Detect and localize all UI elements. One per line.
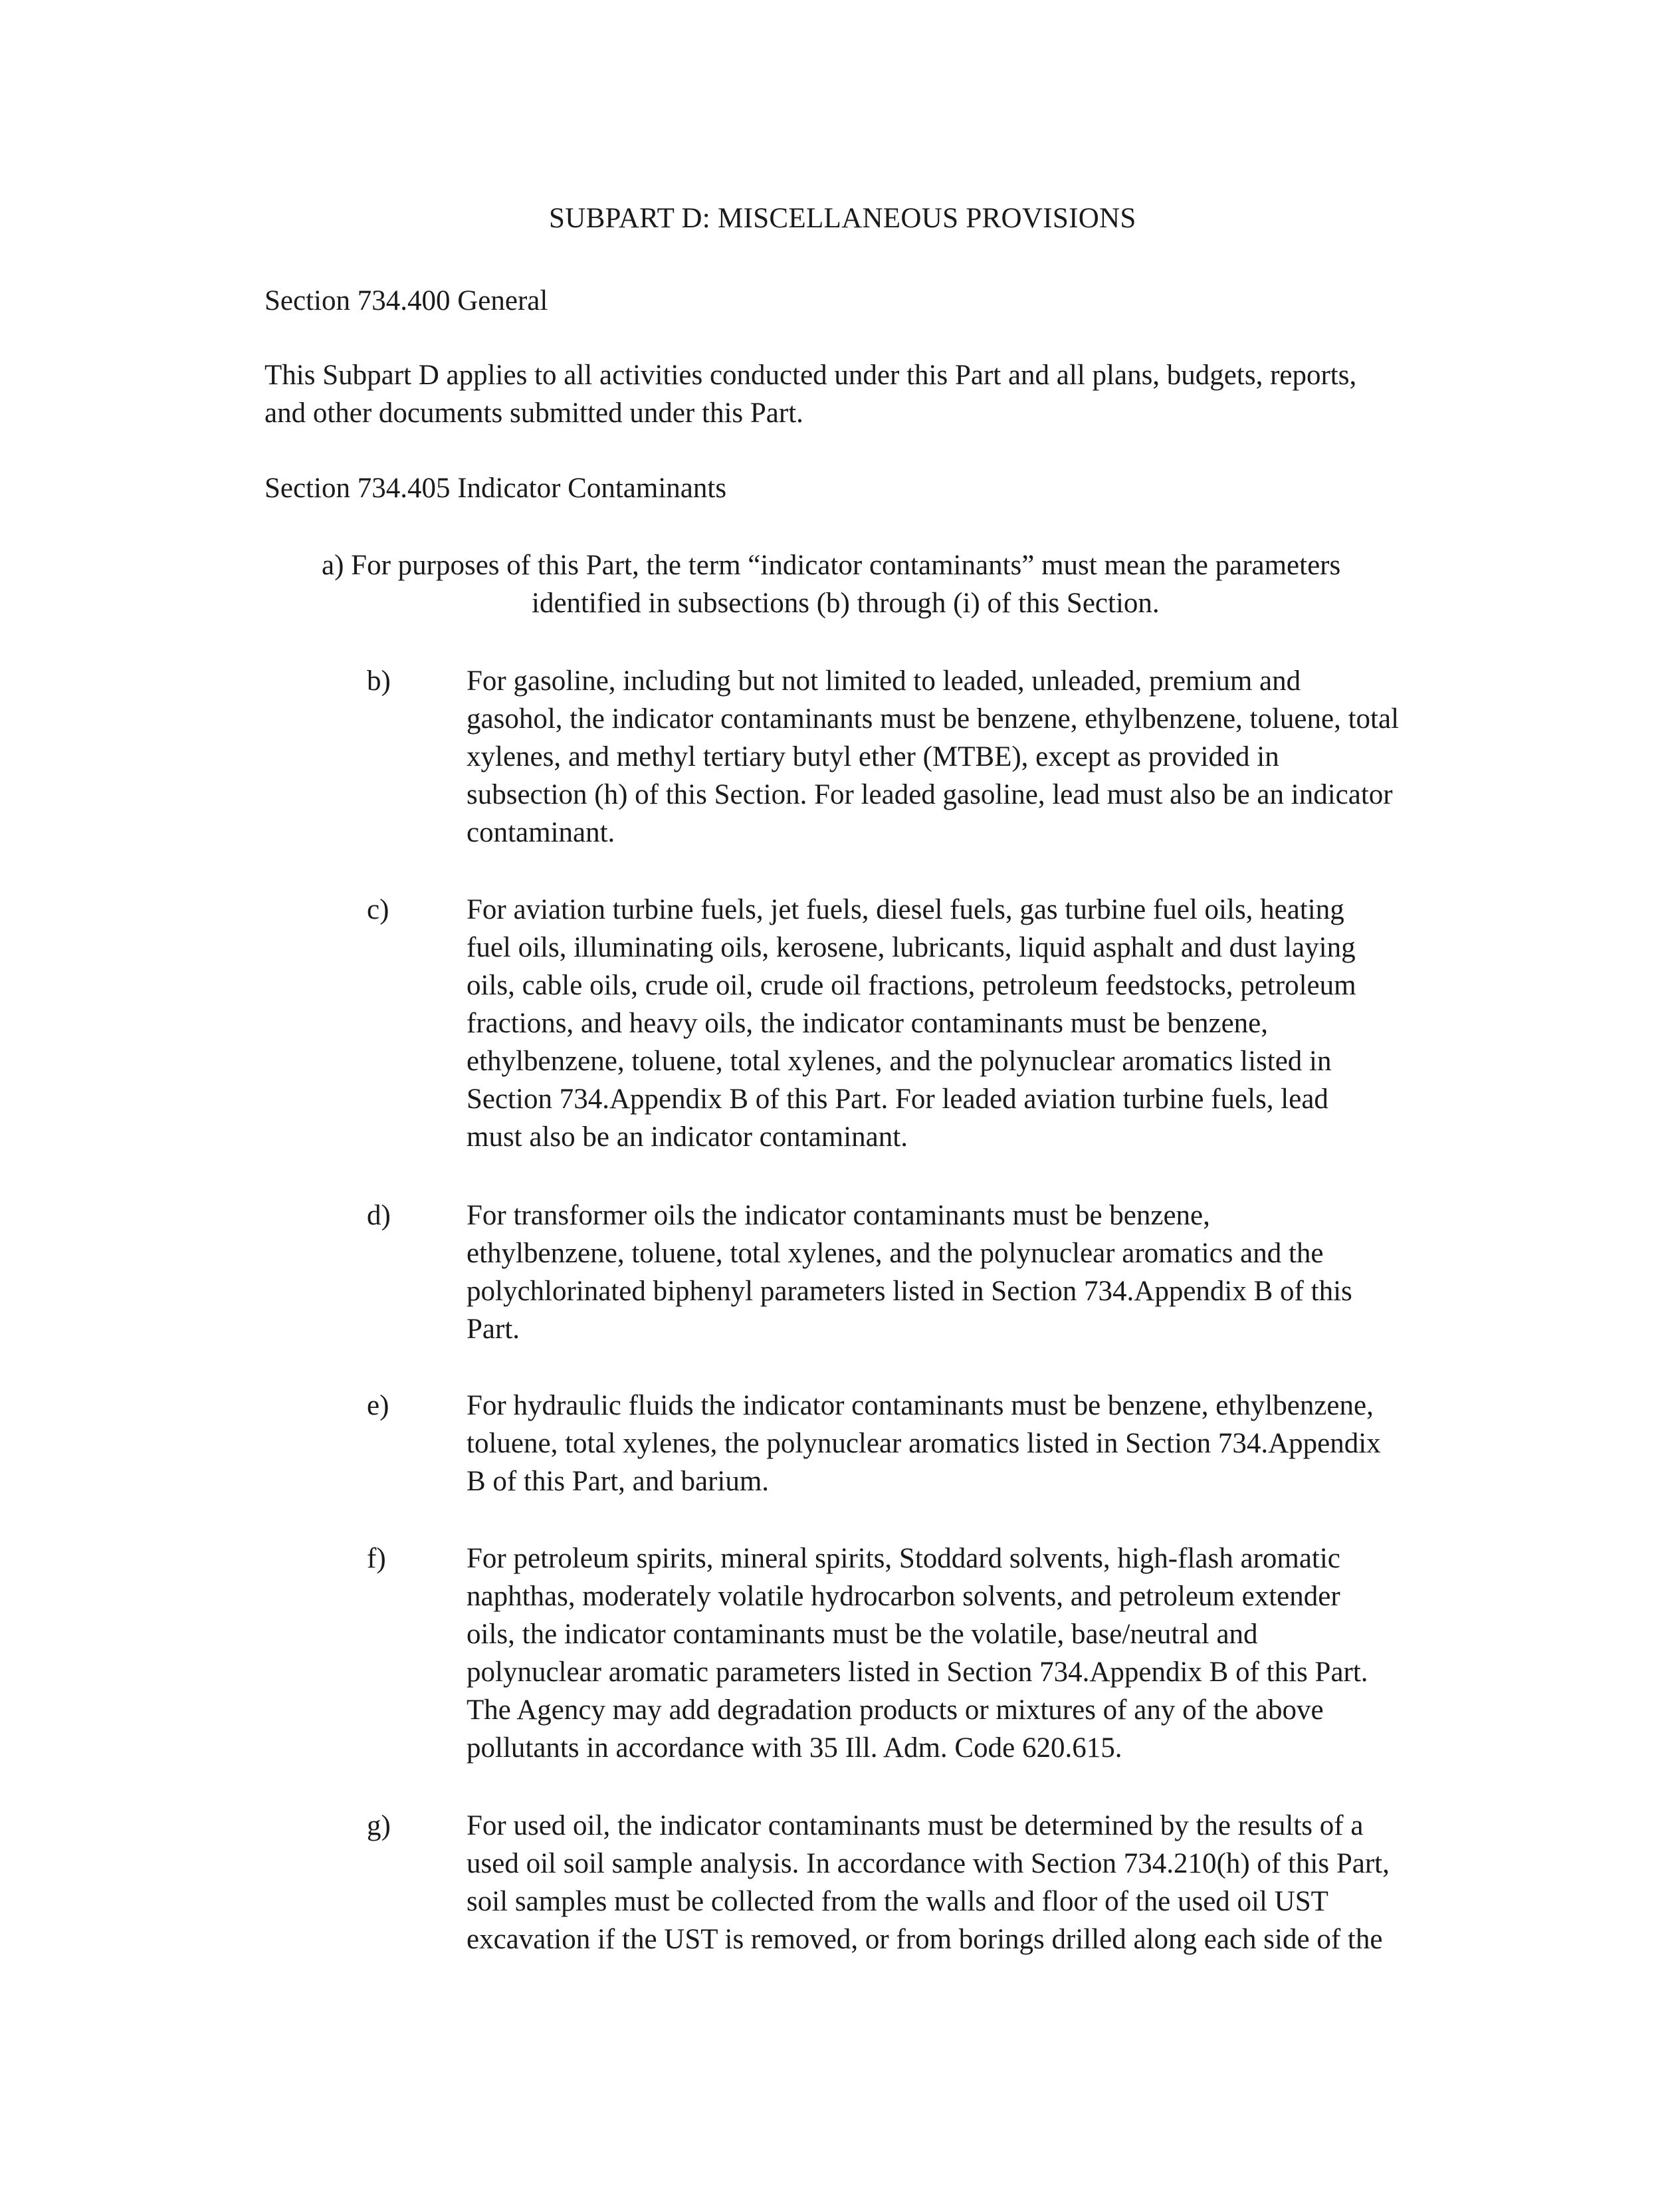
subsection-text <box>467 662 1503 852</box>
subsection-line: contaminant. <box>467 817 615 848</box>
subsection-letter: e) <box>367 1390 389 1421</box>
subsection-a-line: identified in subsections (b) through (i) of this Section. <box>532 588 1160 619</box>
subsection-text <box>467 1540 1503 1767</box>
subsection-line: For used oil, the indicator contaminants must be determined by the results of a <box>467 1810 1364 1841</box>
subsection-line: ethylbenzene, toluene, total xylenes, and the polynuclear aromatics listed in <box>467 1046 1332 1077</box>
subsection-line: subsection (h) of this Section. For leaded gasoline, lead must also be an indicator <box>467 779 1393 810</box>
subsection-line: polychlorinated biphenyl parameters listed in Section 734.Appendix B of this <box>467 1276 1352 1307</box>
subsection-line: oils, cable oils, crude oil, crude oil fractions, petroleum feedstocks, petroleum <box>467 970 1356 1001</box>
subsection-line: excavation if the UST is removed, or from borings drilled along each side of the <box>467 1924 1383 1955</box>
subsection-line: Part. <box>467 1314 520 1345</box>
subsection-line: soil samples must be collected from the walls and floor of the used oil UST <box>467 1886 1328 1917</box>
subsection-line: oils, the indicator contaminants must be the volatile, base/neutral and <box>467 1619 1258 1650</box>
subsection-line: For gasoline, including but not limited to leaded, unleaded, premium and <box>467 665 1301 697</box>
subsection-line: Section 734.Appendix B of this Part. For leaded aviation turbine fuels, lead <box>467 1084 1328 1115</box>
subsection-line: pollutants in accordance with 35 Ill. Adm. Code 620.615. <box>467 1732 1122 1764</box>
subsection-line: ethylbenzene, toluene, total xylenes, and the polynuclear aromatics and the <box>467 1238 1324 1269</box>
subsection-letter: c) <box>367 894 389 925</box>
subsection-line: must also be an indicator contaminant. <box>467 1121 908 1153</box>
paragraph-line: This Subpart D applies to all activities conducted under this Part and all plans, budgets, reports, <box>264 360 1357 391</box>
subsection-letter: d) <box>367 1200 391 1231</box>
subsection-text <box>467 891 1503 1156</box>
subsection-text <box>467 1197 1503 1348</box>
subsection-line: B of this Part, and barium. <box>467 1466 770 1497</box>
subsection-line: For hydraulic fluids the indicator contaminants must be benzene, ethylbenzene, <box>467 1390 1374 1421</box>
subsection-line: polynuclear aromatic parameters listed in Section 734.Appendix B of this Part. <box>467 1657 1368 1688</box>
paragraph-line: and other documents submitted under this Part. <box>264 398 803 429</box>
subsection-text <box>467 1387 1503 1500</box>
subsection-letter: g) <box>367 1810 391 1841</box>
subsection-line: For aviation turbine fuels, jet fuels, diesel fuels, gas turbine fuel oils, heating <box>467 894 1344 925</box>
section-400-heading: Section 734.400 General <box>264 285 548 316</box>
section-400-paragraph <box>264 356 1474 432</box>
subsection-letter: b) <box>367 665 391 697</box>
subsection-line: For transformer oils the indicator contaminants must be benzene, <box>467 1200 1210 1231</box>
subpart-heading: SUBPART D: MISCELLANEOUS PROVISIONS <box>549 203 1136 234</box>
subsection-line: used oil soil sample analysis. In accordance with Section 734.210(h) of this Part, <box>467 1848 1390 1879</box>
subsection-line: For petroleum spirits, mineral spirits, Stoddard solvents, high-flash aromatic <box>467 1543 1340 1574</box>
subsection-a <box>322 546 1340 622</box>
subsection-a-line: a) For purposes of this Part, the term “indicator contaminants” must mean the parameters <box>322 550 1341 581</box>
subsection-letter: f) <box>367 1543 386 1574</box>
subsection-line: The Agency may add degradation products or mixtures of any of the above <box>467 1694 1324 1726</box>
section-405-heading: Section 734.405 Indicator Contaminants <box>264 473 727 504</box>
subsection-line: xylenes, and methyl tertiary butyl ether (MTBE), except as provided in <box>467 741 1279 772</box>
subsection-line: toluene, total xylenes, the polynuclear aromatics listed in Section 734.Appendix <box>467 1428 1381 1459</box>
subsection-line: fractions, and heavy oils, the indicator contaminants must be benzene, <box>467 1008 1269 1039</box>
subsection-line: fuel oils, illuminating oils, kerosene, lubricants, liquid asphalt and dust laying <box>467 932 1356 963</box>
subsection-line: gasohol, the indicator contaminants must be benzene, ethylbenzene, toluene, total <box>467 703 1400 735</box>
subsection-line: naphthas, moderately volatile hydrocarbon solvents, and petroleum extender <box>467 1581 1340 1612</box>
subsection-text <box>467 1807 1503 1958</box>
